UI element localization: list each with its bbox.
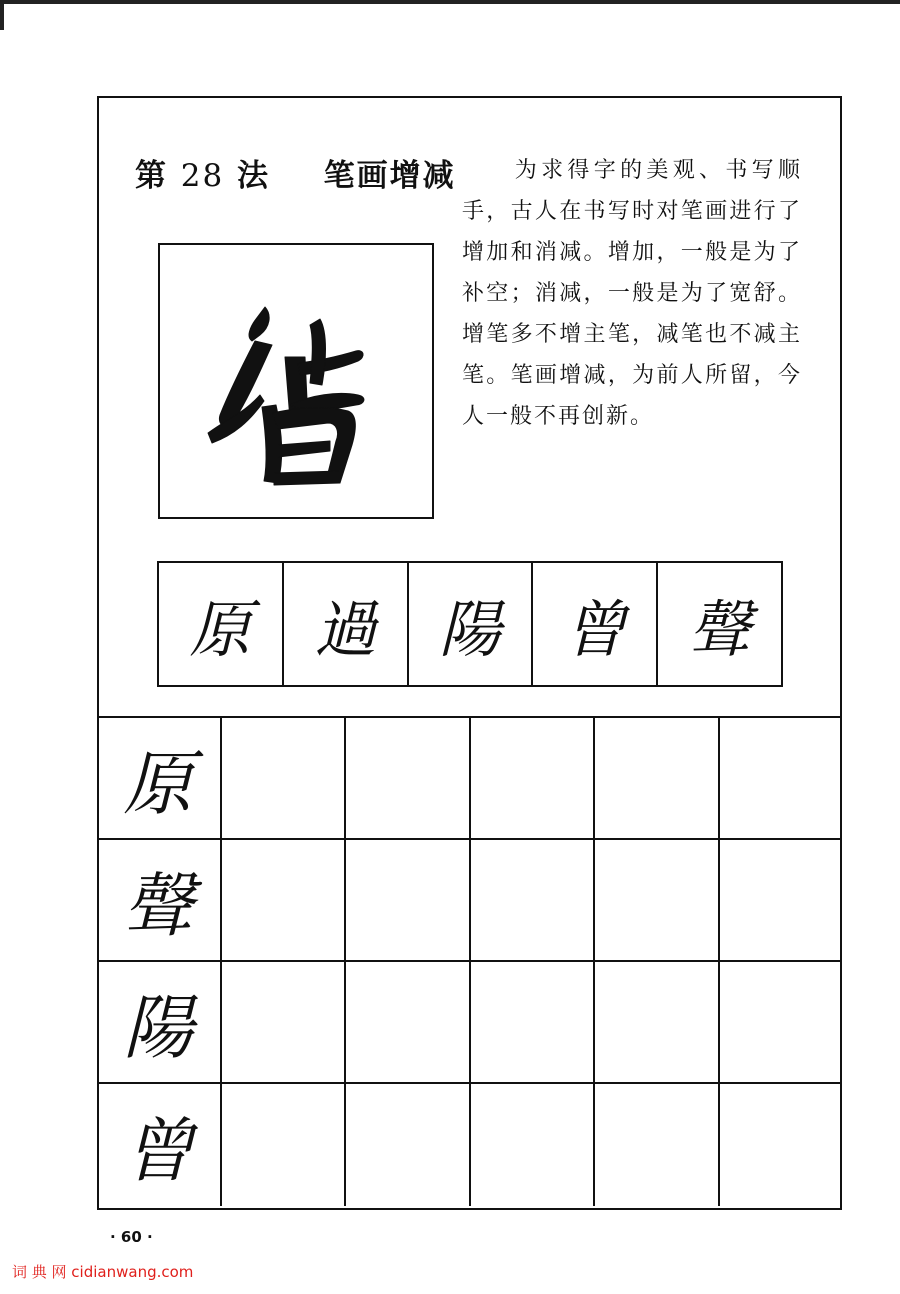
- practice-row: [97, 962, 842, 1084]
- top-edge-rule: [0, 0, 900, 4]
- practice-row: [97, 718, 842, 840]
- practice-blank-cell[interactable]: [720, 1084, 843, 1206]
- practice-model-character: 陽: [97, 962, 222, 1082]
- practice-row: [97, 840, 842, 962]
- practice-blank-cell[interactable]: [720, 840, 843, 960]
- practice-row: [97, 1084, 842, 1206]
- practice-blank-cell[interactable]: [720, 962, 843, 1082]
- practice-blank-cell[interactable]: [346, 840, 471, 960]
- practice-blank-cell[interactable]: [471, 962, 596, 1082]
- section-title: 笔画增减: [323, 158, 456, 194]
- watermark-text[interactable]: 词 典 网 cidianwang.com: [12, 1263, 194, 1281]
- practice-blank-cell[interactable]: [595, 840, 720, 960]
- practice-grid: [97, 716, 842, 1206]
- practice-blank-cell[interactable]: [595, 962, 720, 1082]
- section-heading: [135, 150, 456, 195]
- practice-model-character: 原: [97, 718, 222, 838]
- example-character: 原: [159, 563, 284, 685]
- section-number: 28: [180, 158, 225, 194]
- practice-model-character: 聲: [97, 840, 222, 960]
- description-paragraph: 为求得字的美观、书写顺手，古人在书写时对笔画进行了增加和消减。增加，一般是为了补空；消减，一般是为了宽舒。增笔多不增主笔，减笔也不减主笔。笔画增减，为前人所留，今人一般不再创新。: [462, 158, 802, 429]
- practice-blank-cell[interactable]: [222, 1084, 347, 1206]
- example-character: 聲: [688, 592, 751, 666]
- left-edge-rule: [0, 0, 4, 30]
- example-characters-row: [157, 561, 783, 687]
- practice-blank-cell[interactable]: [471, 840, 596, 960]
- section-method-label: 法: [237, 158, 271, 194]
- example-character: 過: [284, 563, 409, 685]
- example-character: 曾: [533, 563, 658, 685]
- practice-blank-cell[interactable]: [595, 1084, 720, 1206]
- practice-blank-cell[interactable]: [346, 718, 471, 838]
- section-number-label: 第: [135, 158, 168, 194]
- practice-blank-cell[interactable]: [346, 962, 471, 1082]
- practice-blank-cell[interactable]: [222, 962, 347, 1082]
- example-character: 陽: [409, 563, 534, 685]
- practice-blank-cell[interactable]: [222, 718, 347, 838]
- practice-blank-cell[interactable]: [471, 1084, 596, 1206]
- model-character-box: [158, 243, 434, 519]
- page-number: · 60 ·: [110, 1228, 153, 1246]
- model-character-brush-image: [160, 245, 432, 517]
- practice-blank-cell[interactable]: [346, 1084, 471, 1206]
- practice-blank-cell[interactable]: [222, 840, 347, 960]
- practice-blank-cell[interactable]: [720, 718, 843, 838]
- practice-blank-cell[interactable]: [471, 718, 596, 838]
- practice-blank-cell[interactable]: [595, 718, 720, 838]
- practice-model-character: 曾: [97, 1084, 222, 1206]
